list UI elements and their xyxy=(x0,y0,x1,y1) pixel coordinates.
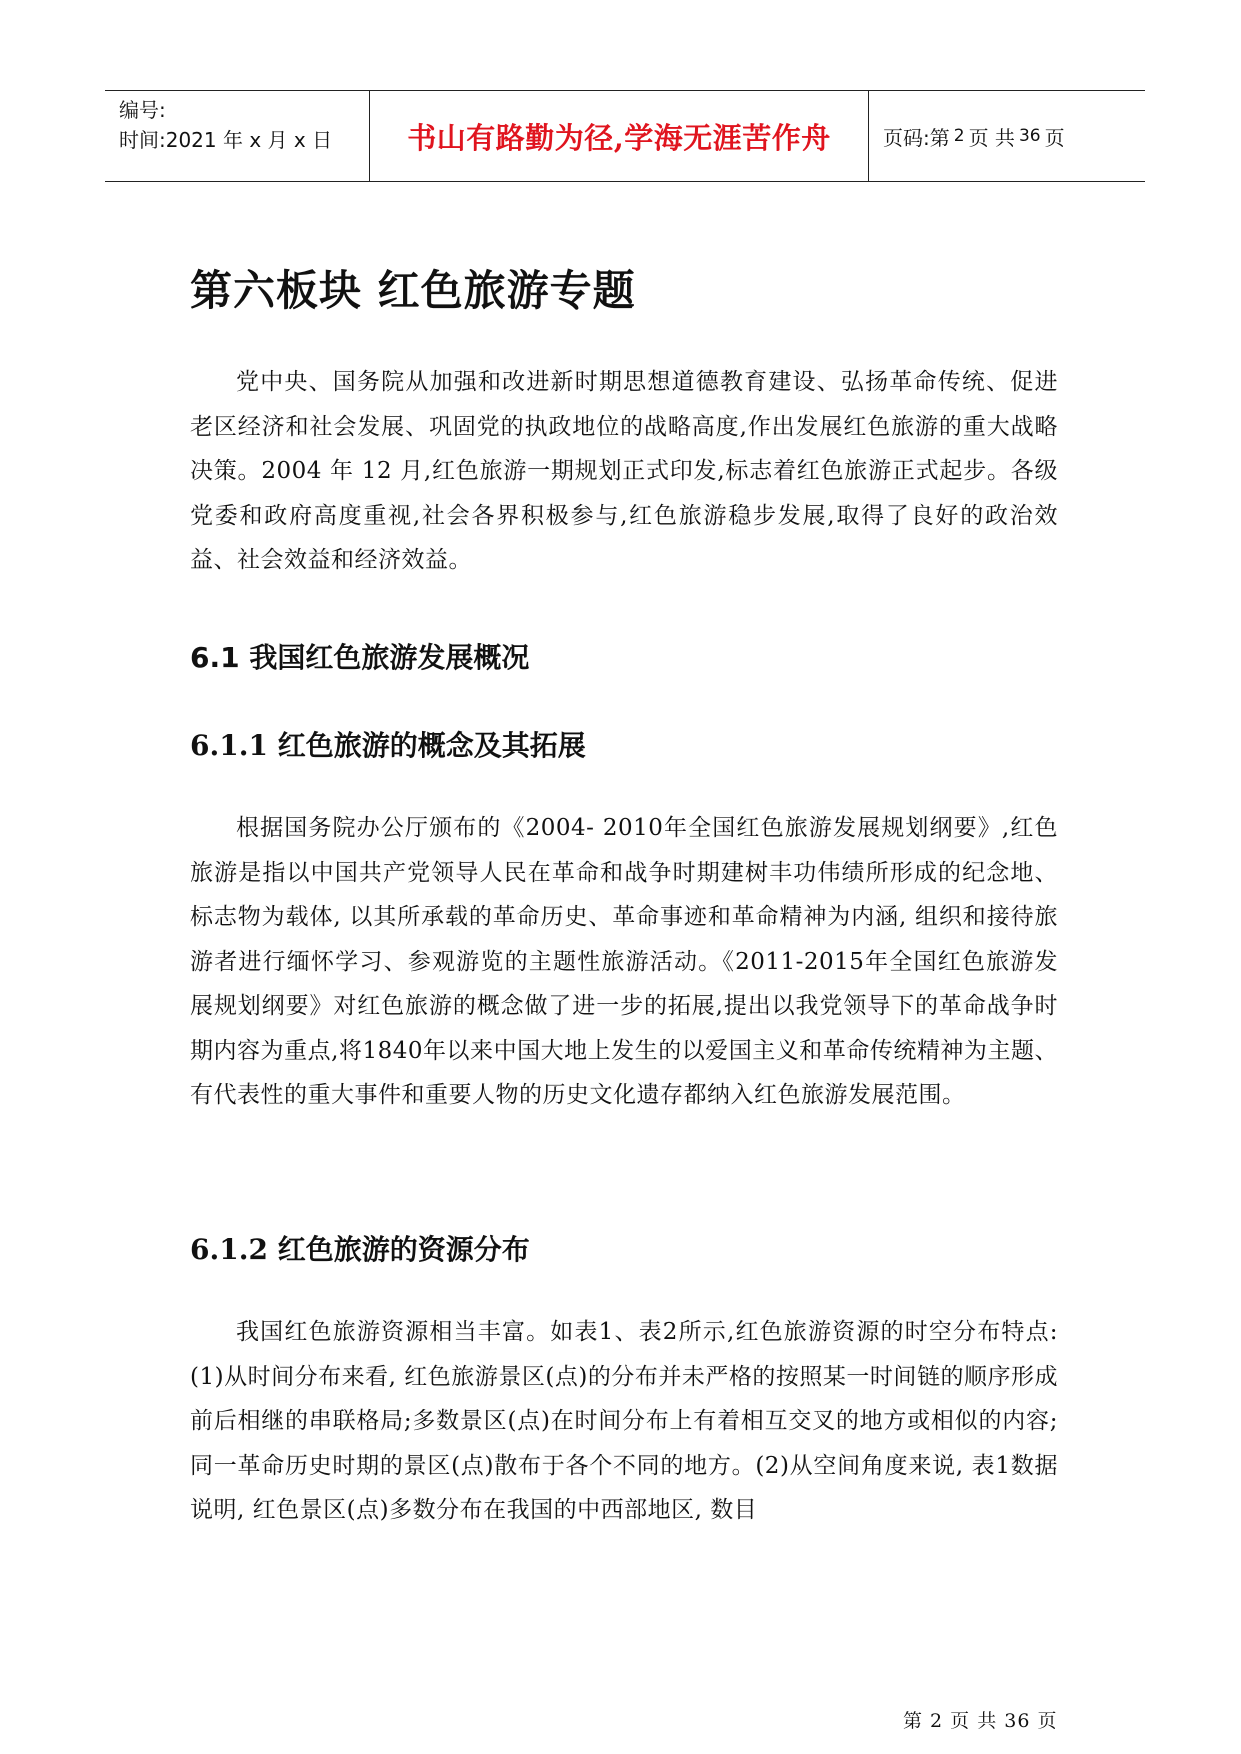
paragraph-6-1-1: 根据国务院办公厅颁布的《2004- 2010年全国红色旅游发展规划纲要》,红色旅游是指以中国共产党领导人民在革命和战争时期建树丰功伟绩所形成的纪念地、标志物为载体, 以其所承载的革命历史、革命事迹和革命精神为内涵, 组织和接待旅游者进行缅怀学习、参观游览的主题性旅游活动。《2011-2015年全国红色旅游发展规划纲要》对红色旅游的概念做了进一步的拓展,提出以我党领导下的革命战争时期内容为重点,将1840年以来中国大地上发生的以爱国主义和革命传统精神为主题、有代表性的重大事件和重要人物的历史文化遗存都纳入红色旅游发展范围。 xyxy=(190,815,1058,1108)
paragraph-6-1-2: 我国红色旅游资源相当丰富。如表1、表2所示,红色旅游资源的时空分布特点: (1)从时间分布来看, 红色旅游景区(点)的分布并未严格的按照某一时间链的顺序形成前后相继的串联格局;多数景区(点)在时间分布上有着相互交叉的地方或相似的内容;同一革命历史时期的景区(点)散布于各个不同的地方。(2)从空间角度来说, 表1数据说明, 红色景区(点)多数分布在我国的中西部地区, 数目 xyxy=(190,1319,1058,1523)
serial-number-label: 编号: xyxy=(119,98,166,122)
page-header xyxy=(105,90,1145,182)
page-suffix: 页 xyxy=(1044,125,1065,150)
header-motto-cell xyxy=(369,91,869,181)
header-meta xyxy=(105,91,369,181)
section-heading-6-1-1: 6.1.1 红色旅游的概念及其拓展 xyxy=(190,729,586,762)
page-total: 36 xyxy=(1018,126,1041,146)
date-label: 时间:2021 年 x 月 x 日 xyxy=(119,128,333,152)
page-title: 第六板块 红色旅游专题 xyxy=(190,266,636,315)
header-page-info xyxy=(869,91,1145,181)
header-motto: 书山有路勤为径,学海无涯苦作舟 xyxy=(407,120,831,155)
page-current: 2 xyxy=(953,126,965,146)
section-heading-6-1: 6.1 我国红色旅游发展概况 xyxy=(190,641,530,674)
page-mid: 页 共 xyxy=(968,125,1015,150)
page-footer: 第 2 页 共 36 页 xyxy=(903,1710,1058,1732)
page-prefix: 页码:第 xyxy=(883,125,950,150)
intro-paragraph: 党中央、国务院从加强和改进新时期思想道德教育建设、弘扬革命传统、促进老区经济和社会发展、巩固党的执政地位的战略高度,作出发展红色旅游的重大战略决策。2004 年 12 月,红色旅游一期规划正式印发,标志着红色旅游正式起步。各级党委和政府高度重视,社会各界积极参与,红色旅游稳步发展,取得了良好的政治效益、社会效益和经济效益。 xyxy=(190,369,1058,573)
section-heading-6-1-2: 6.1.2 红色旅游的资源分布 xyxy=(190,1233,530,1266)
